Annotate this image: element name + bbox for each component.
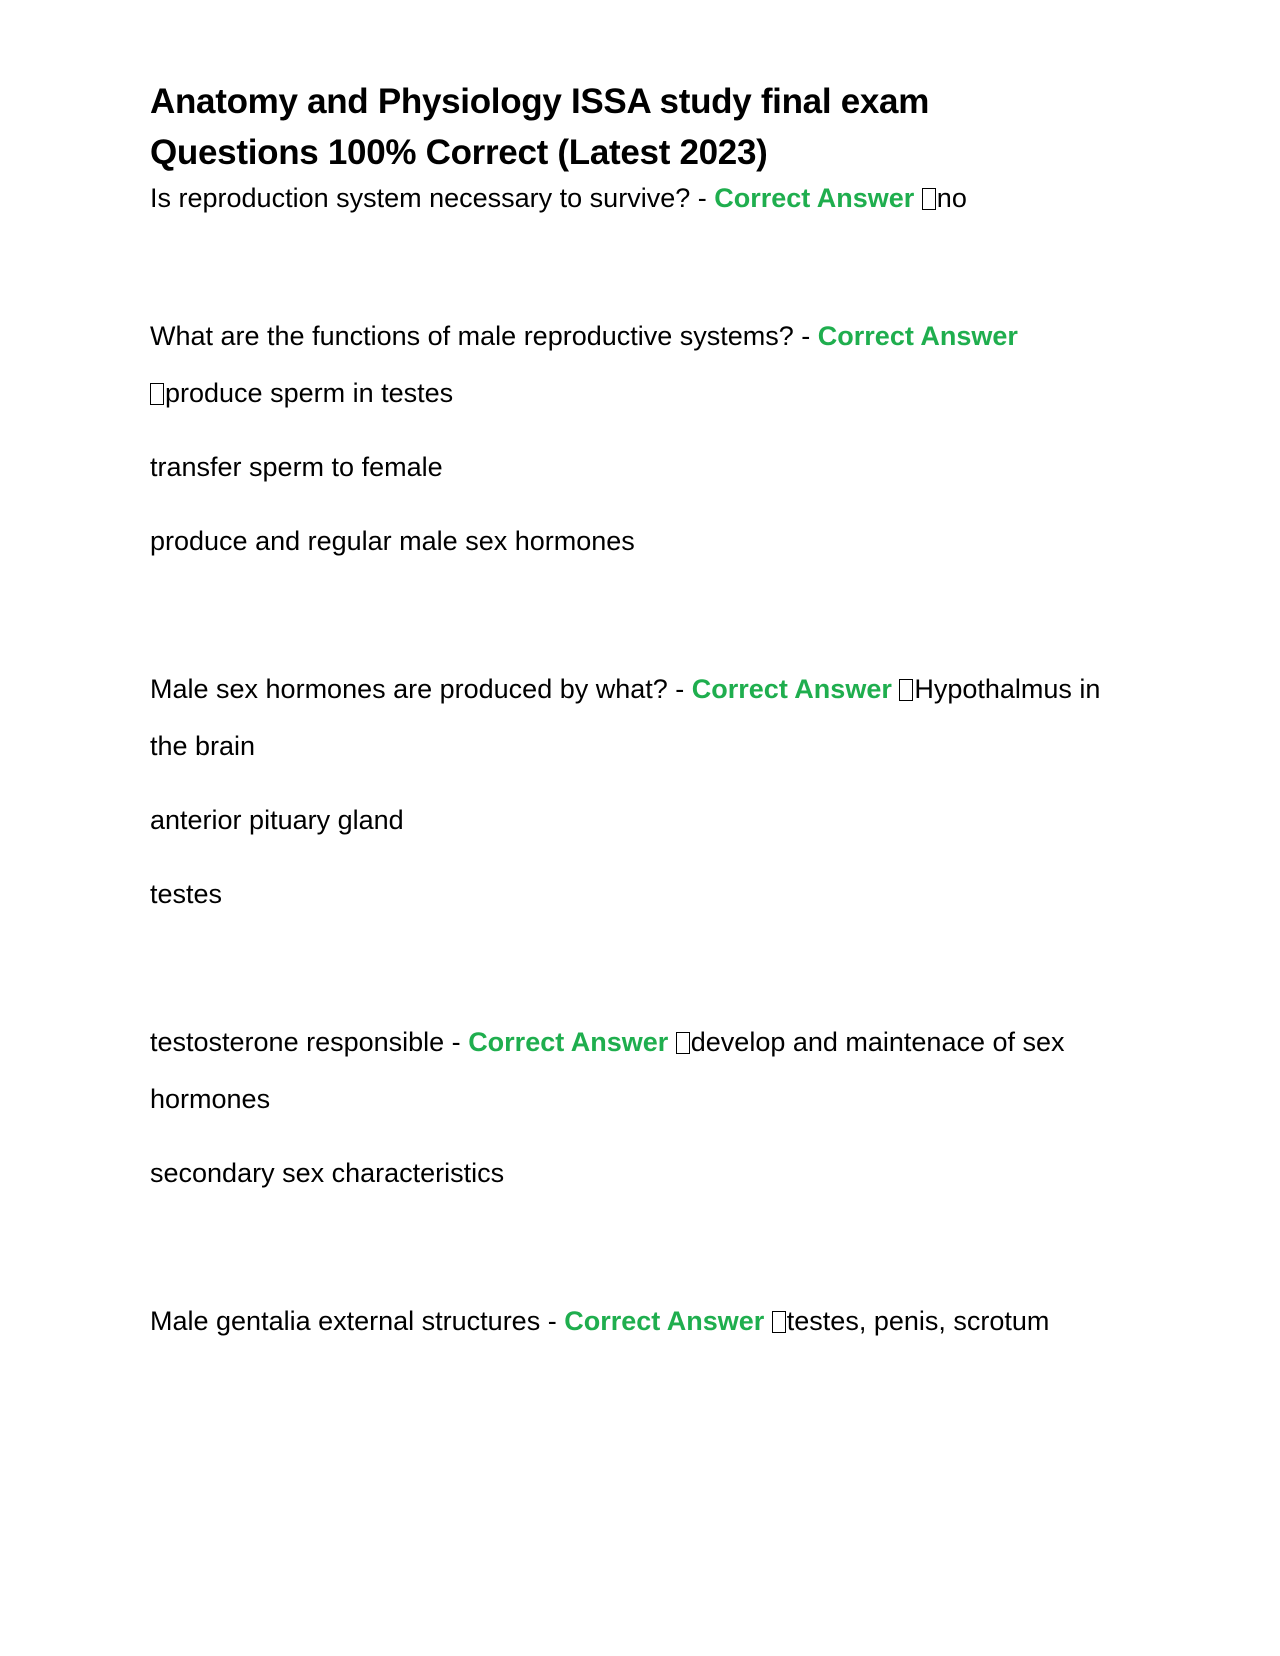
answer-text: testes, penis, scrotum	[786, 1306, 1050, 1336]
correct-answer-label: Correct Answer	[564, 1306, 765, 1336]
checkbox-glyph-icon	[150, 383, 164, 405]
answer-line: secondary sex characteristics	[150, 1158, 505, 1188]
document-title	[150, 76, 1140, 178]
document-content	[150, 76, 1140, 1350]
correct-answer-label: Correct Answer	[817, 321, 1018, 351]
answer-text: no	[936, 183, 967, 213]
qa-item	[150, 308, 1140, 570]
checkbox-glyph-icon	[899, 679, 913, 701]
checkbox-glyph-icon	[676, 1032, 690, 1054]
answer-line: testes	[150, 879, 223, 909]
checkbox-glyph-icon	[772, 1311, 786, 1333]
correct-answer-label: Correct Answer	[714, 183, 915, 213]
answer-text: Hypothalmus in the brain	[150, 674, 1101, 761]
title-line-1: Anatomy and Physiology ISSA study final exam	[150, 82, 930, 121]
answer-text: develop and maintenace of sex hormones	[150, 1027, 1065, 1114]
question-text: Male sex hormones are produced by what? - Correct Answer Hypothalmus in the brain	[150, 674, 1101, 761]
correct-answer-label: Correct Answer	[468, 1027, 669, 1057]
answer-line: transfer sperm to female	[150, 452, 443, 482]
question-text: testosterone responsible - Correct Answer develop and maintenace of sex hormones	[150, 1027, 1065, 1114]
question-text: Is reproduction system necessary to survive? - Correct Answer no	[150, 183, 967, 213]
qa-item	[150, 661, 1140, 923]
qa-item	[150, 178, 1140, 218]
qa-item	[150, 1293, 1140, 1350]
answer-line: anterior pituary gland	[150, 805, 404, 835]
checkbox-glyph-icon	[922, 188, 936, 210]
correct-answer-label: Correct Answer	[691, 674, 892, 704]
qa-item	[150, 1014, 1140, 1202]
answer-line: produce and regular male sex hormones	[150, 526, 635, 556]
question-text: Male gentalia external structures - Correct Answer testes, penis, scrotum	[150, 1306, 1050, 1336]
title-line-2: Questions 100% Correct (Latest 2023)	[150, 133, 768, 172]
question-text: What are the functions of male reproductive systems? - Correct Answer produce sperm in testes	[150, 321, 1018, 408]
answer-text: produce sperm in testes	[165, 378, 454, 408]
